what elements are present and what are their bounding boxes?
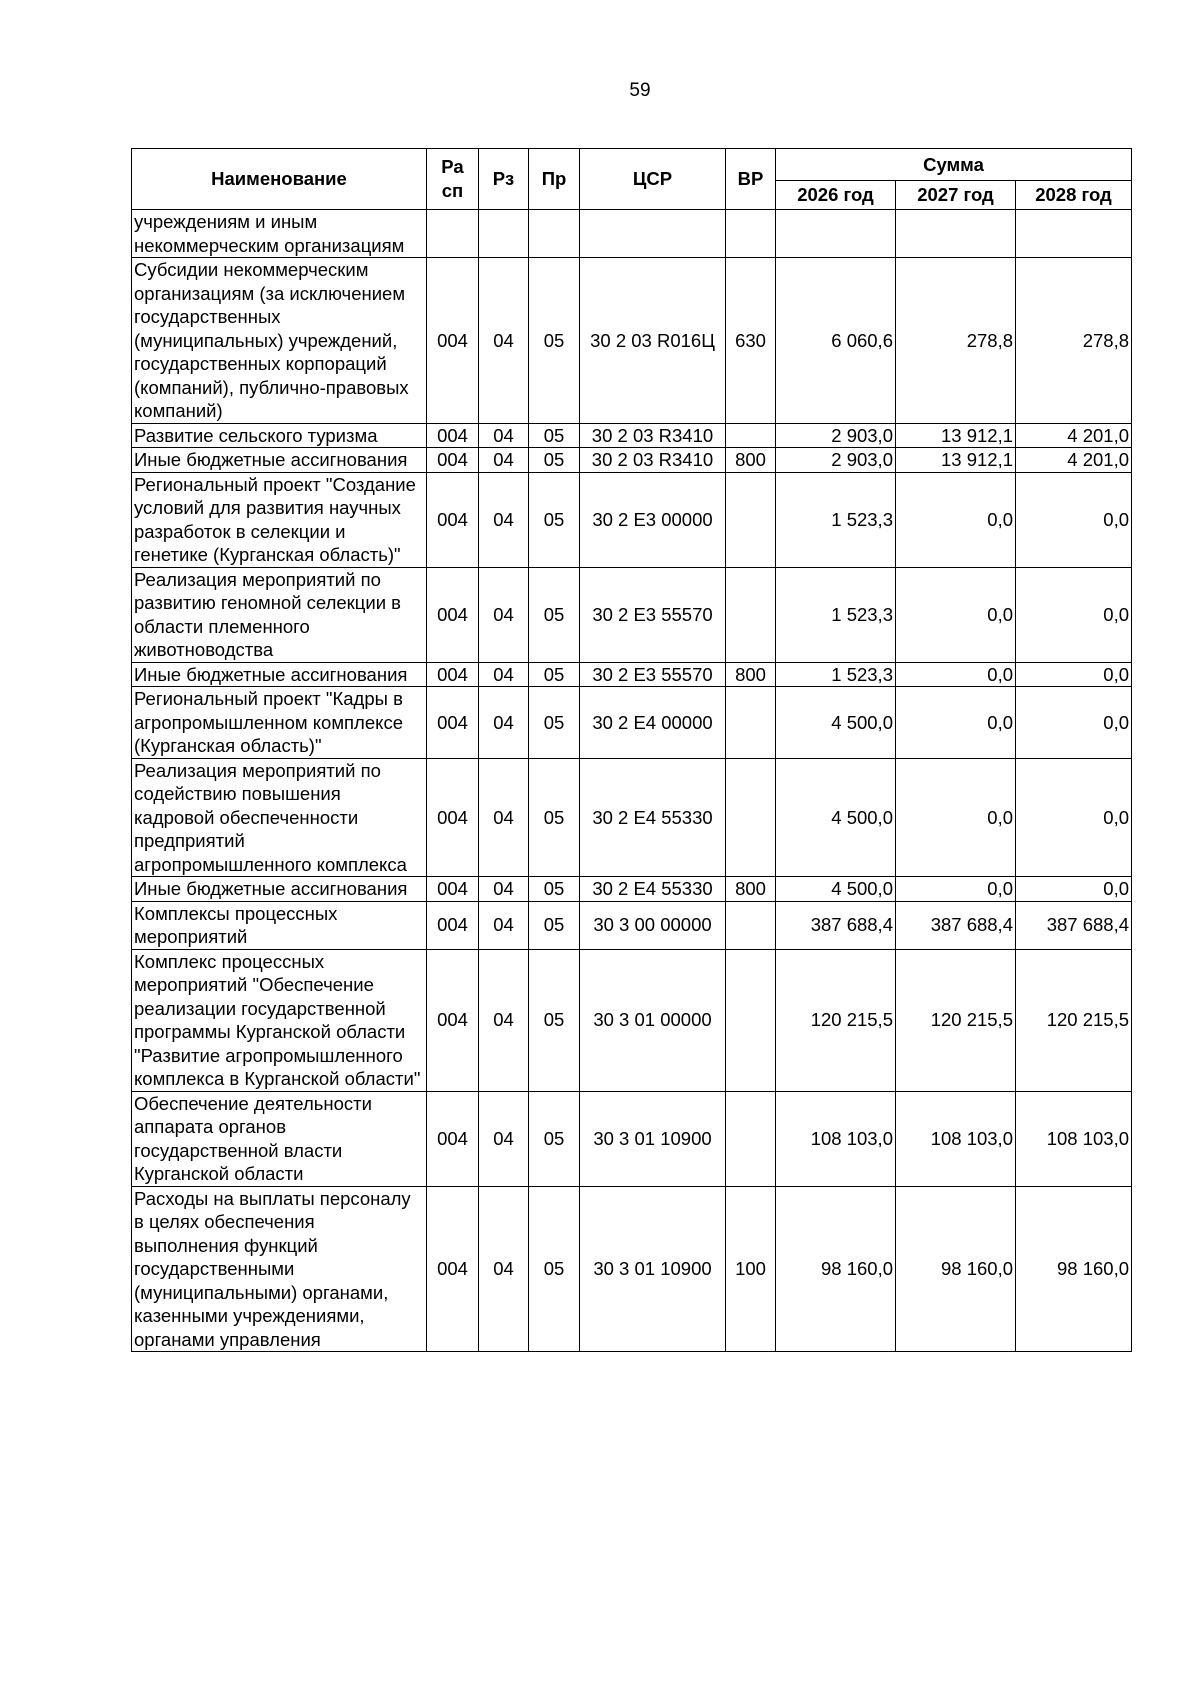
cell-pr: 05 xyxy=(529,758,580,877)
cell-rz: 04 xyxy=(479,472,529,567)
cell-rasp: 004 xyxy=(427,662,479,687)
table-row xyxy=(132,472,1132,567)
cell-pr: 05 xyxy=(529,901,580,949)
cell-y2026: 1 523,3 xyxy=(776,662,896,687)
cell-y2028: 4 201,0 xyxy=(1016,423,1132,448)
table-body xyxy=(132,210,1132,1352)
cell-rz: 04 xyxy=(479,1186,529,1352)
cell-y2028: 278,8 xyxy=(1016,258,1132,424)
cell-y2027: 13 912,1 xyxy=(896,448,1016,473)
cell-pr: 05 xyxy=(529,662,580,687)
cell-rasp: 004 xyxy=(427,472,479,567)
cell-csr: 30 2 03 R016Ц xyxy=(580,258,726,424)
cell-name: Реализация мероприятий по развитию геномной селекции в области племенного животноводства xyxy=(132,567,427,662)
table-row xyxy=(132,1186,1132,1352)
table-row xyxy=(132,758,1132,877)
cell-rasp: 004 xyxy=(427,1186,479,1352)
cell-vr: 800 xyxy=(726,662,776,687)
cell-y2026: 387 688,4 xyxy=(776,901,896,949)
cell-rz: 04 xyxy=(479,662,529,687)
cell-y2027: 0,0 xyxy=(896,662,1016,687)
cell-y2027: 0,0 xyxy=(896,877,1016,902)
cell-y2028: 0,0 xyxy=(1016,662,1132,687)
table-row xyxy=(132,662,1132,687)
header-2026: 2026 год xyxy=(776,181,896,210)
cell-y2027: 98 160,0 xyxy=(896,1186,1016,1352)
cell-rz: 04 xyxy=(479,258,529,424)
cell-csr: 30 2 E3 55570 xyxy=(580,567,726,662)
cell-y2027: 108 103,0 xyxy=(896,1091,1016,1186)
cell-pr: 05 xyxy=(529,877,580,902)
cell-csr: 30 2 03 R3410 xyxy=(580,423,726,448)
cell-y2028: 4 201,0 xyxy=(1016,448,1132,473)
cell-vr xyxy=(726,472,776,567)
table-row xyxy=(132,448,1132,473)
cell-rz: 04 xyxy=(479,448,529,473)
cell-y2027: 278,8 xyxy=(896,258,1016,424)
cell-name: Субсидии некоммерческим организациям (за исключением государственных (муниципальных) учреждений, государственных корпораций (компаний), публично-правовых компаний) xyxy=(132,258,427,424)
cell-rasp: 004 xyxy=(427,687,479,759)
cell-vr xyxy=(726,687,776,759)
cell-name: Региональный проект "Создание условий для развития научных разработок в селекции и генетике (Курганская область)" xyxy=(132,472,427,567)
header-sum: Сумма xyxy=(776,149,1132,181)
cell-rasp: 004 xyxy=(427,258,479,424)
cell-y2026: 120 215,5 xyxy=(776,949,896,1091)
cell-name: Региональный проект "Кадры в агропромышленном комплексе (Курганская область)" xyxy=(132,687,427,759)
table-row xyxy=(132,949,1132,1091)
cell-pr: 05 xyxy=(529,258,580,424)
cell-y2027 xyxy=(896,210,1016,258)
cell-pr: 05 xyxy=(529,472,580,567)
budget-table xyxy=(131,148,1132,1352)
cell-y2028: 0,0 xyxy=(1016,877,1132,902)
cell-pr: 05 xyxy=(529,1091,580,1186)
cell-y2028: 108 103,0 xyxy=(1016,1091,1132,1186)
cell-csr: 30 2 E3 00000 xyxy=(580,472,726,567)
cell-pr xyxy=(529,210,580,258)
cell-y2026: 2 903,0 xyxy=(776,423,896,448)
table-row xyxy=(132,567,1132,662)
cell-y2026: 4 500,0 xyxy=(776,758,896,877)
header-rz: Рз xyxy=(479,149,529,210)
cell-csr: 30 2 E4 00000 xyxy=(580,687,726,759)
cell-y2027: 13 912,1 xyxy=(896,423,1016,448)
cell-y2026: 1 523,3 xyxy=(776,472,896,567)
cell-y2026: 108 103,0 xyxy=(776,1091,896,1186)
cell-y2026: 2 903,0 xyxy=(776,448,896,473)
cell-vr xyxy=(726,1091,776,1186)
cell-csr: 30 2 E4 55330 xyxy=(580,877,726,902)
cell-y2027: 0,0 xyxy=(896,758,1016,877)
cell-name: Комплексы процессных мероприятий xyxy=(132,901,427,949)
cell-pr: 05 xyxy=(529,687,580,759)
cell-y2028: 0,0 xyxy=(1016,567,1132,662)
cell-rasp: 004 xyxy=(427,1091,479,1186)
cell-vr: 800 xyxy=(726,877,776,902)
cell-csr xyxy=(580,210,726,258)
cell-y2027: 0,0 xyxy=(896,472,1016,567)
cell-pr: 05 xyxy=(529,448,580,473)
cell-rasp: 004 xyxy=(427,758,479,877)
cell-rasp xyxy=(427,210,479,258)
cell-rz: 04 xyxy=(479,567,529,662)
header-rasp: Ра сп xyxy=(427,149,479,210)
cell-rz: 04 xyxy=(479,901,529,949)
cell-name: Иные бюджетные ассигнования xyxy=(132,662,427,687)
cell-pr: 05 xyxy=(529,1186,580,1352)
cell-y2026: 6 060,6 xyxy=(776,258,896,424)
page-number: 59 xyxy=(629,80,651,101)
header-csr: ЦСР xyxy=(580,149,726,210)
cell-rasp: 004 xyxy=(427,901,479,949)
header-2027: 2027 год xyxy=(896,181,1016,210)
cell-rasp: 004 xyxy=(427,567,479,662)
cell-name: Реализация мероприятий по содействию повышения кадровой обеспеченности предприятий агропромышленного комплекса xyxy=(132,758,427,877)
cell-y2026 xyxy=(776,210,896,258)
cell-csr: 30 3 00 00000 xyxy=(580,901,726,949)
cell-y2028: 0,0 xyxy=(1016,472,1132,567)
cell-vr xyxy=(726,758,776,877)
cell-rz: 04 xyxy=(479,423,529,448)
cell-rz xyxy=(479,210,529,258)
table-row xyxy=(132,210,1132,258)
cell-y2026: 4 500,0 xyxy=(776,687,896,759)
cell-rz: 04 xyxy=(479,758,529,877)
cell-name: Комплекс процессных мероприятий "Обеспечение реализации государственной программы Курганской области "Развитие агропромышленного комплекса в Курганской области" xyxy=(132,949,427,1091)
table-row xyxy=(132,258,1132,424)
cell-rz: 04 xyxy=(479,1091,529,1186)
cell-y2028: 0,0 xyxy=(1016,758,1132,877)
cell-name: Развитие сельского туризма xyxy=(132,423,427,448)
cell-pr: 05 xyxy=(529,949,580,1091)
cell-vr xyxy=(726,423,776,448)
cell-y2026: 98 160,0 xyxy=(776,1186,896,1352)
cell-y2027: 387 688,4 xyxy=(896,901,1016,949)
cell-name: учреждениям и иным некоммерческим организациям xyxy=(132,210,427,258)
cell-rz: 04 xyxy=(479,949,529,1091)
cell-name: Расходы на выплаты персоналу в целях обеспечения выполнения функций государственными (муниципальными) органами, казенными учреждениями, органами управления xyxy=(132,1186,427,1352)
cell-vr xyxy=(726,567,776,662)
cell-name: Обеспечение деятельности аппарата органов государственной власти Курганской области xyxy=(132,1091,427,1186)
cell-y2026: 1 523,3 xyxy=(776,567,896,662)
cell-y2027: 0,0 xyxy=(896,687,1016,759)
cell-y2028: 387 688,4 xyxy=(1016,901,1132,949)
table-row xyxy=(132,423,1132,448)
cell-y2028: 0,0 xyxy=(1016,687,1132,759)
cell-y2028: 120 215,5 xyxy=(1016,949,1132,1091)
cell-rz: 04 xyxy=(479,687,529,759)
cell-csr: 30 3 01 10900 xyxy=(580,1186,726,1352)
cell-csr: 30 2 E4 55330 xyxy=(580,758,726,877)
header-name: Наименование xyxy=(132,149,427,210)
cell-csr: 30 3 01 10900 xyxy=(580,1091,726,1186)
table-row xyxy=(132,877,1132,902)
cell-csr: 30 2 03 R3410 xyxy=(580,448,726,473)
cell-vr xyxy=(726,210,776,258)
cell-y2027: 0,0 xyxy=(896,567,1016,662)
cell-pr: 05 xyxy=(529,567,580,662)
cell-y2027: 120 215,5 xyxy=(896,949,1016,1091)
header-vr: ВР xyxy=(726,149,776,210)
table-row xyxy=(132,901,1132,949)
header-2028: 2028 год xyxy=(1016,181,1132,210)
cell-y2026: 4 500,0 xyxy=(776,877,896,902)
cell-csr: 30 3 01 00000 xyxy=(580,949,726,1091)
cell-y2028: 98 160,0 xyxy=(1016,1186,1132,1352)
cell-pr: 05 xyxy=(529,423,580,448)
cell-vr: 800 xyxy=(726,448,776,473)
cell-name: Иные бюджетные ассигнования xyxy=(132,877,427,902)
header-pr: Пр xyxy=(529,149,580,210)
cell-vr xyxy=(726,901,776,949)
cell-rasp: 004 xyxy=(427,448,479,473)
cell-vr xyxy=(726,949,776,1091)
cell-vr: 100 xyxy=(726,1186,776,1352)
cell-rasp: 004 xyxy=(427,877,479,902)
cell-rasp: 004 xyxy=(427,949,479,1091)
cell-y2028 xyxy=(1016,210,1132,258)
table-row xyxy=(132,687,1132,759)
table-row xyxy=(132,1091,1132,1186)
cell-rz: 04 xyxy=(479,877,529,902)
cell-rasp: 004 xyxy=(427,423,479,448)
cell-vr: 630 xyxy=(726,258,776,424)
cell-name: Иные бюджетные ассигнования xyxy=(132,448,427,473)
cell-csr: 30 2 E3 55570 xyxy=(580,662,726,687)
